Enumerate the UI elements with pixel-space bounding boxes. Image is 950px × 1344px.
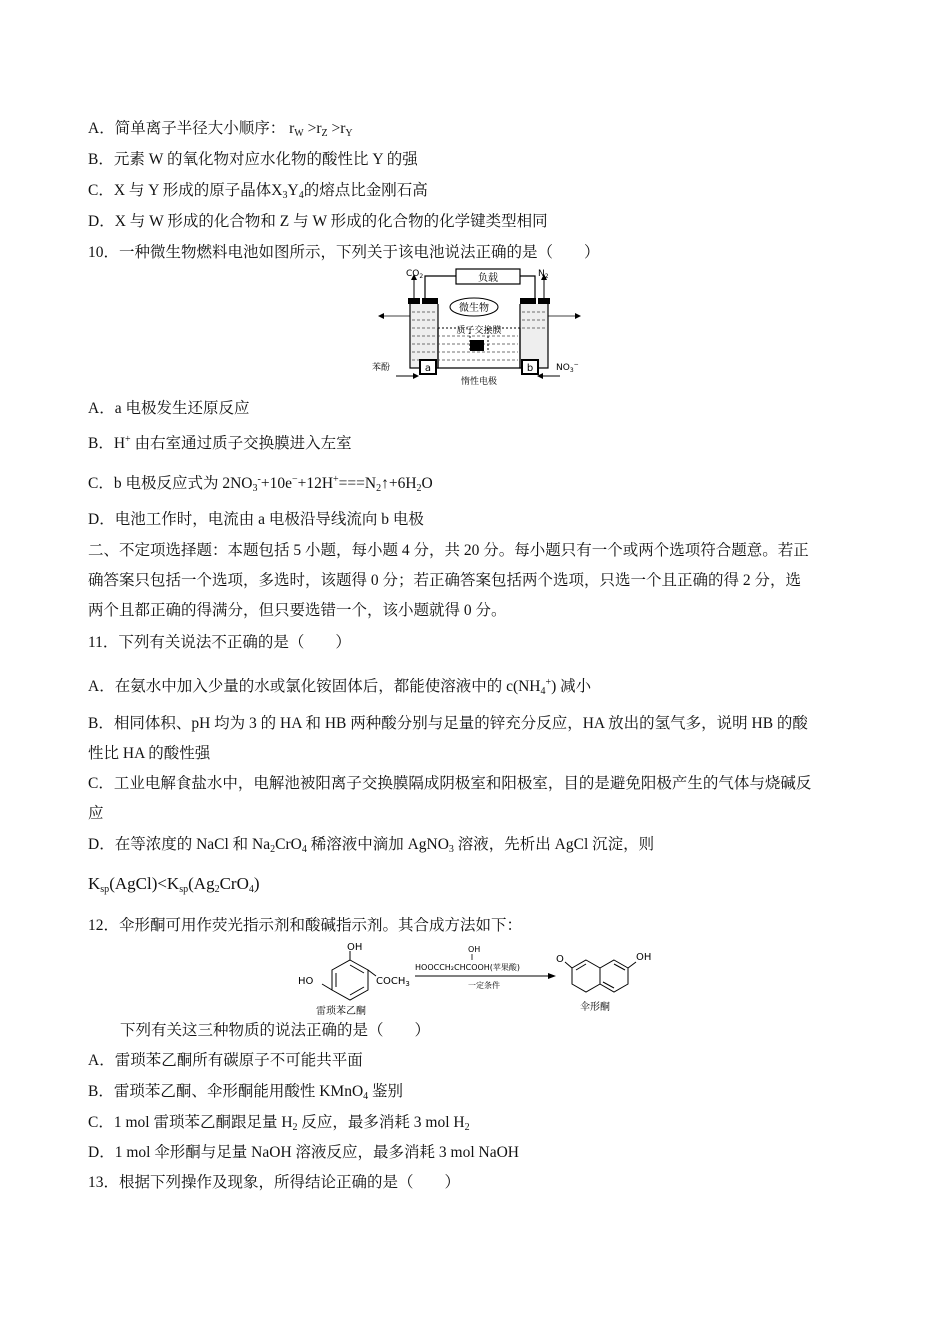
q12-sub-stem: 下列有关这三种物质的说法正确的是（ ） <box>120 1022 431 1039</box>
q11-option-c-line1: C．工业电解食盐水中，电解池被阳离子交换膜隔成阴极室和阳极室，目的是避免阳极产生的气体与烧碱反 <box>88 775 812 792</box>
section2-line3: 两个且都正确的得满分，但只要选错一个，该小题就得 0 分。 <box>88 602 507 619</box>
q10-stem: 10．一种微生物燃料电池如图所示，下列关于该电池说法正确的是（ ） <box>88 244 600 261</box>
svg-text:N2: $N_2$ <box>538 269 549 280</box>
svg-text:负载: 负载 <box>478 273 498 284</box>
svg-text:HO: HO <box>298 976 314 987</box>
q13-stem: 13．根据下列操作及现象，所得结论正确的是（ ） <box>88 1174 461 1191</box>
svg-text:质子交换膜: 质子交换膜 <box>456 326 502 336</box>
q10-option-c: C．b 电极反应式为 $2NO_3^-+10e^-+12H^+===N_2↑+6H_2O$ <box>88 474 433 494</box>
q11-option-b-line2: 性比 HA 的酸性强 <box>88 745 211 762</box>
q12-option-d: D．1 mol 伞形酮与足量 NaOH 溶液反应，最多消耗 3 mol NaOH <box>88 1144 519 1161</box>
q10-option-a: A．a 电极发生还原反应 <box>88 400 250 417</box>
q12-option-c: C．1 mol 雷琐苯乙酮跟足量 $H_2$ 反应，最多消耗 3 mol $H_2$ <box>88 1114 470 1133</box>
q11-option-d-line1: D．在等浓度的 NaCl 和 $Na_2CrO_4$ 稀溶液中滴加 AgNO$_3$ 溶液，先析出 AgCl 沉淀，则 <box>88 836 655 855</box>
synthesis-scheme <box>290 938 660 1023</box>
svg-text:微生物: 微生物 <box>459 303 489 314</box>
fuel-cell-diagram <box>370 266 585 395</box>
q9-option-a: A．简单离子半径大小顺序： $r_W >r_Z >r_Y$ <box>88 120 353 139</box>
q9-option-b: B．元素 W 的氧化物对应水化物的酸性比 Y 的强 <box>88 151 418 168</box>
q12-option-a: A．雷琐苯乙酮所有碳原子不可能共平面 <box>88 1052 363 1069</box>
svg-text:NO3−: $NO_3^-$ <box>556 361 579 374</box>
svg-text:一定条件: 一定条件 <box>468 981 500 990</box>
product-pyrone-ring <box>572 960 600 992</box>
product-benzene-ring <box>600 960 628 992</box>
q10-option-b: B．H+ 由右室通过质子交换膜进入左室 <box>88 434 352 452</box>
proton-exchange-membrane <box>470 340 484 351</box>
q11-option-c-line2: 应 <box>88 805 104 822</box>
q11-option-a: A．在氨水中加入少量的水或氯化铵固体后，都能使溶液中的 $c(NH_4^+)$ 减小 <box>88 677 592 697</box>
right-chamber <box>520 304 548 368</box>
svg-text:OH: OH <box>636 952 652 963</box>
q11-option-b-line1: B．相同体积、pH 均为 3 的 HA 和 HB 两种酸分别与足量的锌充分反应，HA 放出的氢气多，说明 HB 的酸 <box>88 715 808 732</box>
svg-text:HOOCCH₂CHCOOH(苹果酸): HOOCCH₂CHCOOH(苹果酸) <box>415 963 521 972</box>
q11-option-d-line2: $K_{sp}(AgCl)<K_{sp}(Ag_2CrO_4)$ <box>88 874 260 895</box>
reactant-benzene-ring <box>332 960 368 1000</box>
svg-text:a: a <box>424 363 432 374</box>
svg-text:苯酚: 苯酚 <box>372 363 391 373</box>
section2-line2: 确答案只包括一个选项，多选时，该题得 0 分；若正确答案包括两个选项，只选一个且正确的得 2 分，选 <box>88 572 802 589</box>
svg-text:b: b <box>526 363 534 374</box>
svg-text:雷琐苯乙酮: 雷琐苯乙酮 <box>316 1006 366 1017</box>
q11-stem: 11．下列有关说法不正确的是（ ） <box>88 634 351 651</box>
q12-stem: 12．伞形酮可用作荧光指示剂和酸碱指示剂。其合成方法如下： <box>88 917 523 934</box>
synthesis-svg <box>290 938 660 1018</box>
svg-text:惰性电极: 惰性电极 <box>460 377 498 387</box>
svg-text:COCH3: $COCH_3$ <box>376 976 410 988</box>
q9-option-c: C．X 与 Y 形成的原子晶体$X_3Y_4$的熔点比金刚石高 <box>88 182 428 201</box>
svg-text:O: O <box>556 954 564 965</box>
svg-text:伞形酮: 伞形酮 <box>580 1002 610 1013</box>
svg-text:OH: OH <box>468 945 481 954</box>
q9-option-d: D．X 与 W 形成的化合物和 Z 与 W 形成的化合物的化学键类型相同 <box>88 213 548 230</box>
q12-option-b: B．雷琐苯乙酮、伞形酮能用酸性 KMnO$_4$ 鉴别 <box>88 1083 404 1102</box>
section2-line1: 二、不定项选择题：本题包括 5 小题，每小题 4 分，共 20 分。每小题只有一个或两个选项符合题意。若正 <box>88 542 809 559</box>
q10-option-d: D．电池工作时，电流由 a 电极沿导线流向 b 电极 <box>88 511 424 528</box>
svg-text:CO2: $CO_2$ <box>406 269 424 280</box>
svg-text:OH: OH <box>347 942 363 953</box>
fuel-cell-svg <box>370 266 585 390</box>
